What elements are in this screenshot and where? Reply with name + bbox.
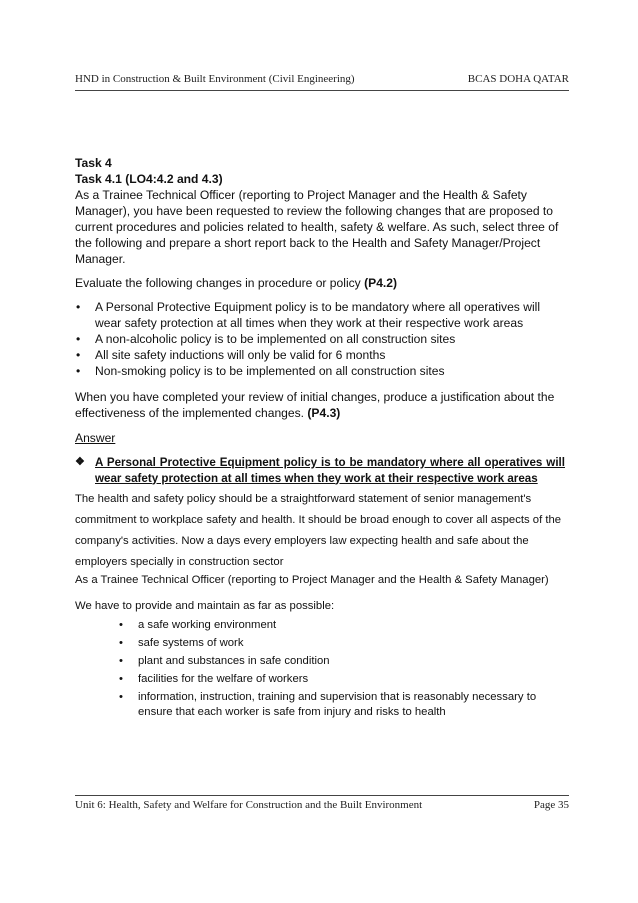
list-item — [75, 331, 565, 347]
answer-item-1-text: A Personal Protective Equipment policy is to be mandatory where all operatives will wear safety protection at all times when they work at their respective work areas — [95, 456, 565, 485]
list-item — [75, 690, 565, 720]
list-item-text: facilities for the welfare of workers — [138, 673, 309, 685]
list-item-text: A non-alcoholic policy is to be implemented on all construction sites — [95, 332, 456, 346]
list-item-text: plant and substances in safe condition — [138, 655, 330, 667]
provide-list — [75, 618, 565, 720]
footer-page-number: Page 35 — [533, 799, 569, 811]
footer-rule — [75, 795, 569, 796]
bullet-icon: • — [119, 691, 123, 703]
bullet-icon: • — [76, 300, 81, 314]
page-content — [75, 155, 565, 723]
list-item-text: Non-smoking policy is to be implemented on all construction sites — [95, 364, 445, 378]
header-right: BCAS DOHA QATAR — [467, 73, 569, 85]
list-item — [75, 654, 565, 669]
bullet-icon: • — [76, 364, 81, 378]
answer-para-1: The health and safety policy should be a straightforward statement of senior management's commitment to workplace safety and health. It should be broad enough to cover all aspects of the company's activities. Now a days every employers law expecting health and safe about the employers specially in construction sector — [75, 493, 562, 568]
evaluate-ref: (P4.2) — [364, 276, 398, 290]
answer-para-2: As a Trainee Technical Officer (reporting to Project Manager and the Health & Safety Manager) — [75, 574, 549, 586]
list-item — [75, 618, 565, 633]
list-item-text: A Personal Protective Equipment policy is to be mandatory where all operatives will wear safety protection at all times when they work at their respective work areas — [95, 300, 541, 330]
evaluate-line — [75, 275, 565, 291]
bullet-icon: • — [119, 673, 123, 685]
bullet-icon: • — [76, 332, 81, 346]
list-item-text: a safe working environment — [138, 619, 277, 631]
list-item-text: safe systems of work — [138, 637, 244, 649]
answer-item-1 — [75, 455, 565, 486]
completed-line — [75, 389, 565, 421]
list-item-text: information, instruction, training and supervision that is reasonably necessary to ensure that each worker is safe from injury and risks to health — [138, 691, 537, 718]
task-subtitle: Task 4.1 (LO4:4.2 and 4.3) — [75, 172, 223, 186]
completed-text: When you have completed your review of initial changes, produce a justification about the effectiveness of the implemented changes. — [75, 390, 555, 420]
list-item — [75, 672, 565, 687]
bullet-icon: • — [76, 348, 81, 362]
task-bullet-list — [75, 299, 565, 379]
bullet-icon: • — [119, 655, 123, 667]
bullet-icon: • — [119, 637, 123, 649]
list-item — [75, 363, 565, 379]
list-item-text: All site safety inductions will only be valid for 6 months — [95, 348, 386, 362]
answer-label: Answer — [75, 431, 116, 445]
diamond-bullet-icon: ❖ — [75, 456, 85, 468]
list-item — [75, 636, 565, 651]
provide-line: We have to provide and maintain as far as possible: — [75, 600, 335, 612]
header-rule — [75, 90, 569, 91]
evaluate-text: Evaluate the following changes in procedure or policy — [75, 276, 365, 290]
footer-left: Unit 6: Health, Safety and Welfare for Construction and the Built Environment — [75, 799, 423, 811]
bullet-icon: • — [119, 619, 123, 631]
list-item — [75, 347, 565, 363]
list-item — [75, 299, 565, 331]
task-title: Task 4 — [75, 156, 112, 170]
completed-ref: (P4.3) — [307, 406, 341, 420]
header-left: HND in Construction & Built Environment (Civil Engineering) — [75, 73, 355, 85]
task-intro: As a Trainee Technical Officer (reporting to Project Manager and the Health & Safety Manager), you have been requested to review the following changes that are proposed to current procedures and policies related to health, safety & welfare. As such, select three of the following and prepare a short report back to the Health and Safety Manager/Project Manager. — [75, 188, 559, 266]
